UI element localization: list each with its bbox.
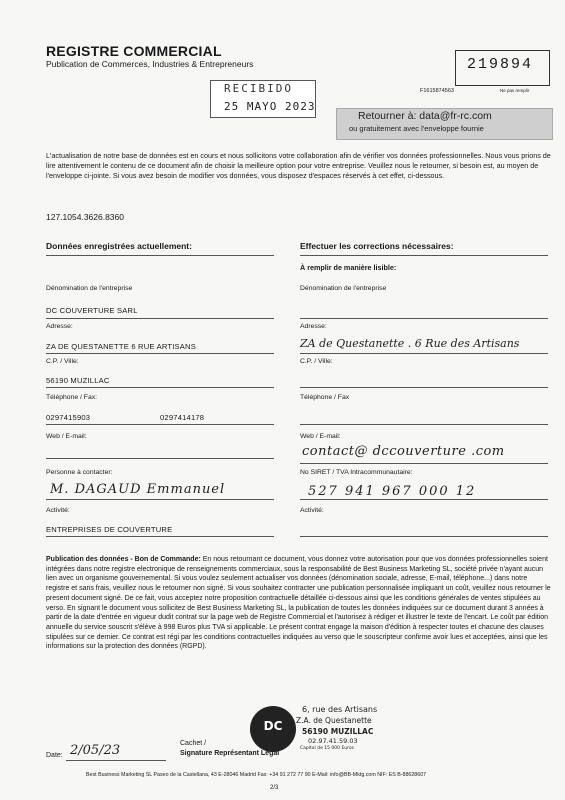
- field-line: [46, 536, 274, 537]
- siret-label: No SIRET / TVA Intracommunautaire:: [300, 469, 413, 476]
- doc-code: F1615874563: [420, 88, 454, 94]
- stamp-line-2: Z.A. de Questanette: [296, 716, 372, 725]
- field-line: [300, 353, 548, 354]
- company-logo-text: DC: [263, 719, 283, 733]
- date-line: [66, 760, 166, 761]
- return-email: Retourner à: data@fr-rc.com: [358, 110, 492, 122]
- doc-number: 219894: [467, 56, 534, 73]
- field-line: [300, 387, 548, 388]
- corr-address-handwritten: ZA de Questanette . 6 Rue des Artisans: [300, 337, 520, 350]
- divider: [300, 255, 548, 256]
- reference-number: 127.1054.3626.8360: [46, 212, 124, 222]
- document-title: REGISTRE COMMERCIAL: [46, 43, 222, 59]
- stamp-line-4: 02.97.41.59.03: [308, 737, 358, 745]
- field-line: [46, 318, 274, 319]
- corrections-subheading: À remplir de manière lisible:: [300, 263, 397, 272]
- phone-value: 0297415903: [46, 413, 91, 422]
- field-line: [46, 424, 274, 425]
- corr-activity-label: Activité:: [300, 507, 324, 514]
- siret-handwritten: 527 941 967 000 12: [308, 484, 477, 499]
- publication-text: En nous retournant ce document, vous donnez votre autorisation pour que vos données professionnelles soient intégrées dans notre registre electronique de renseignements commerciaux, sous la responsabilité de Best Business Marketing SL, société privée n'ayant aucun lien avec un organisme gouvernemental. Si vous voulez seulement actualiser vos données (dénomination sociale, adresse, E-mail, téléphone...) dans notre registre et sans frais, veuillez nous le retourner non signé. Si vous souhaitez contracter une publication personnalisée impliquant un coût, veuillez nous retourner le present document signé. De ce fait, vous acceptez notre proposition contractuelle détaillée ci-dessous ainsi que les conditions générales de ventes stipulées au verso. En signant le document vous sollicitez de Best Business Marketing SL, la publication de toutes les données indiquées sur ce document durant 3 années à partir de la date d'entrée en vigueur dudit contrat sur la page web de Registre Commercial et l'autorisez à rédiger et illustrer le texte de l'encart. Le coût par édition annuelle du service souscrit s'élève à 998 Euros plus TVA si applicable. Le présent contrat engage la maison d'édition à respecter toutes et chacune des clauses stipulées sur ce dernier. Ce contrat est régi par les conditions contractuelles indiquées au verso que le souscripteur confirme avoir lues et acceptées, ainsi que les informations sur la protection des données (RGPD).: [46, 556, 551, 651]
- page-number: 2/3: [270, 785, 279, 791]
- cachet-label: Cachet /: [180, 740, 207, 747]
- divider: [46, 255, 274, 256]
- field-line: [46, 387, 274, 388]
- corr-web-label: Web / E-mail:: [300, 433, 341, 440]
- stamp-line-3: 56190 MUZILLAC: [302, 727, 374, 736]
- publication-paragraph: [46, 555, 551, 652]
- denomination-label: Dénomination de l'entreprise: [46, 285, 133, 292]
- document-subtitle: Publication de Commerces, Industries & Entrepreneurs: [46, 59, 254, 69]
- corrections-heading: Effectuer les corrections nécessaires:: [300, 241, 454, 251]
- received-stamp-date: 25 MAYO 2023: [224, 100, 316, 113]
- address-value: ZA DE QUESTANETTE 6 RUE ARTISANS: [46, 342, 197, 351]
- corr-address-label: Adresse:: [300, 323, 327, 330]
- field-line: [46, 458, 274, 459]
- corr-phone-label: Téléphone / Fax: [300, 394, 350, 401]
- field-line: [300, 499, 548, 500]
- fax-value: 0297414178: [160, 413, 205, 422]
- cp-value: 56190 MUZILLAC: [46, 376, 110, 385]
- activity-value: ENTREPRISES DE COUVERTURE: [46, 525, 173, 534]
- contact-handwritten: M. DAGAUD Emmanuel: [50, 482, 226, 497]
- stamp-line-1: 6, rue des Artisans: [302, 705, 378, 714]
- corr-denomination-label: Dénomination de l'entreprise: [300, 285, 387, 292]
- address-label: Adresse:: [46, 323, 73, 330]
- field-line: [46, 353, 274, 354]
- field-line: [300, 318, 548, 319]
- footer-address: Best Business Marketing SL Paseo de la Castellana, 43 E-28046 Madrid Fax: +34 91 272 77 90 E-Mail: info@BB-Mktg.com NIF: ES B-88628607: [86, 772, 427, 778]
- date-label: Date:: [46, 752, 63, 759]
- cp-label: C.P. / Ville:: [46, 358, 79, 365]
- field-line: [300, 424, 548, 425]
- activity-label: Activité:: [46, 507, 70, 514]
- date-handwritten: 2/05/23: [70, 743, 121, 758]
- not-fill-label: Ne pas remplir: [500, 88, 530, 93]
- publication-title: Publication des données - Bon de Commande:: [46, 556, 201, 563]
- phone-label: Téléphone / Fax:: [46, 394, 98, 401]
- return-envelope-note: ou gratuitement avec l'enveloppe fournie: [349, 124, 484, 133]
- field-line: [300, 536, 548, 537]
- field-line: [46, 499, 274, 500]
- corr-cp-label: C.P. / Ville:: [300, 358, 333, 365]
- stamp-line-5: Capital de 15 000 Euros: [300, 746, 354, 751]
- current-data-heading: Données enregistrées actuellement:: [46, 241, 192, 251]
- denomination-value: DC COUVERTURE SARL: [46, 306, 138, 315]
- field-line: [300, 463, 548, 464]
- received-stamp-label: RECIBIDO: [224, 82, 293, 95]
- company-logo-seal: [250, 706, 296, 752]
- web-label: Web / E-mail:: [46, 433, 87, 440]
- signature-label: Signature Représentant Légal: [180, 750, 280, 757]
- intro-paragraph: L'actualisation de notre base de données est en cours et nous sollicitons votre collaboration afin de vérifier vos données professionnelles. Nous vous prions de lire attentivement le contenu de ce document afin de choisir la meilleure option pour votre entreprise. Veuillez nous le retourner, si besoin est, au moyen de l'enveloppe ci-jointe. Si vous avez besoin de modifier vos données, vous disposez d'espaces réservés à cet effet, ci-dessous.: [46, 151, 551, 180]
- corr-web-handwritten: contact@ dccouverture .com: [302, 444, 505, 459]
- contact-label: Personne à contacter:: [46, 469, 113, 476]
